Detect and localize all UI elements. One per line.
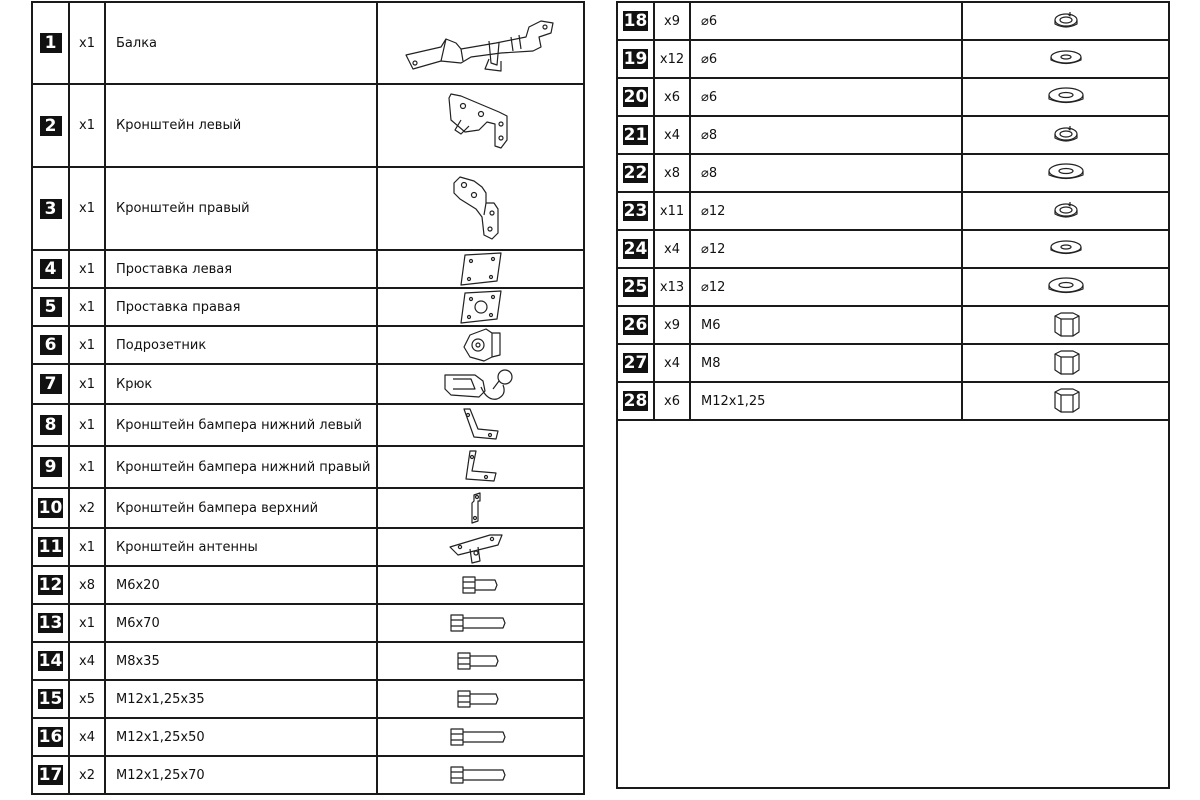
item-number-cell [32, 404, 69, 446]
table-row [32, 167, 584, 250]
item-quantity: x4 [654, 116, 690, 154]
spring-washer-icon [1041, 121, 1091, 149]
item-picture-cell [962, 230, 1169, 268]
hex-nut-icon [1041, 386, 1091, 416]
item-quantity: x6 [654, 382, 690, 420]
item-number: 24 [623, 239, 648, 259]
table-row [617, 40, 1169, 78]
empty-area [617, 420, 1169, 788]
item-name: Кронштейн бампера нижний левый [105, 404, 377, 446]
item-picture-cell [377, 167, 584, 250]
item-name: M12x1,25x50 [105, 718, 377, 756]
item-number-cell [32, 167, 69, 250]
item-quantity: x9 [654, 2, 690, 40]
bumper-bracket-lower-right-icon [456, 447, 506, 487]
item-number: 11 [38, 537, 63, 557]
bolt-medium-icon [446, 647, 516, 675]
table-row [32, 364, 584, 404]
item-number: 12 [38, 575, 63, 595]
item-name: ⌀6 [690, 40, 962, 78]
item-number-cell [32, 364, 69, 404]
item-number: 3 [40, 199, 62, 219]
table-row [617, 78, 1169, 116]
tow-hook-icon [441, 365, 521, 403]
item-number-cell [32, 2, 69, 84]
item-picture-cell [377, 488, 584, 528]
table-row [32, 528, 584, 566]
item-name: ⌀8 [690, 154, 962, 192]
empty-cell [617, 420, 1169, 788]
item-quantity: x2 [69, 488, 105, 528]
table-row [32, 566, 584, 604]
item-picture-cell [377, 718, 584, 756]
hex-nut-icon [1041, 310, 1091, 340]
item-number-cell [32, 288, 69, 326]
item-number: 15 [38, 689, 63, 709]
table-row [32, 756, 584, 794]
item-number: 27 [623, 353, 648, 373]
bumper-bracket-lower-left-icon [456, 405, 506, 445]
item-picture-cell [377, 326, 584, 364]
table-row [617, 344, 1169, 382]
item-picture-cell [377, 528, 584, 566]
item-number: 23 [623, 201, 648, 221]
item-quantity: x1 [69, 528, 105, 566]
table-row [617, 382, 1169, 420]
item-number: 6 [40, 335, 62, 355]
tow-beam-icon [401, 13, 561, 73]
item-name: M6x70 [105, 604, 377, 642]
item-name: Проставка левая [105, 250, 377, 288]
item-number-cell [617, 230, 654, 268]
item-number: 26 [623, 315, 648, 335]
item-name: Балка [105, 2, 377, 84]
item-number-cell [32, 84, 69, 167]
item-picture-cell [377, 566, 584, 604]
table-row [32, 680, 584, 718]
item-number: 17 [38, 765, 63, 785]
right-bracket-icon [446, 173, 516, 245]
item-number: 10 [38, 498, 63, 518]
item-quantity: x4 [69, 642, 105, 680]
item-quantity: x1 [69, 84, 105, 167]
item-number-cell [617, 192, 654, 230]
table-row [32, 404, 584, 446]
item-quantity: x11 [654, 192, 690, 230]
item-number-cell [32, 566, 69, 604]
table-row [32, 84, 584, 167]
item-number: 16 [38, 727, 63, 747]
item-number: 25 [623, 277, 648, 297]
item-number: 7 [40, 374, 62, 394]
item-name: ⌀12 [690, 268, 962, 306]
item-number: 13 [38, 613, 63, 633]
table-row [617, 268, 1169, 306]
item-number: 1 [40, 33, 62, 53]
item-number-cell [32, 642, 69, 680]
table-row [32, 488, 584, 528]
item-name: M6 [690, 306, 962, 344]
flat-washer-icon [1036, 45, 1096, 73]
item-quantity: x1 [69, 364, 105, 404]
item-quantity: x12 [654, 40, 690, 78]
item-quantity: x4 [69, 718, 105, 756]
flat-washer-icon [1036, 235, 1096, 263]
item-name: Кронштейн левый [105, 84, 377, 167]
parts-table-right [616, 1, 1170, 789]
item-quantity: x1 [69, 2, 105, 84]
item-number: 18 [623, 11, 648, 31]
bumper-bracket-upper-icon [456, 489, 506, 527]
item-number-cell [617, 2, 654, 40]
left-bracket-icon [441, 90, 521, 162]
item-number-cell [617, 382, 654, 420]
item-name: Подрозетник [105, 326, 377, 364]
item-name: M12x1,25 [690, 382, 962, 420]
item-picture-cell [962, 78, 1169, 116]
item-name: ⌀6 [690, 78, 962, 116]
item-number: 8 [40, 415, 62, 435]
item-name: Кронштейн антенны [105, 528, 377, 566]
item-number: 5 [40, 297, 62, 317]
item-name: Крюк [105, 364, 377, 404]
item-number-cell [32, 718, 69, 756]
item-name: M8x35 [105, 642, 377, 680]
bolt-medium-icon [446, 685, 516, 713]
table-row [32, 2, 584, 84]
item-picture-cell [377, 84, 584, 167]
table-row [32, 446, 584, 488]
item-quantity: x1 [69, 604, 105, 642]
item-picture-cell [962, 192, 1169, 230]
bolt-long-icon [441, 761, 521, 789]
hex-nut-icon [1041, 348, 1091, 378]
item-name: M6x20 [105, 566, 377, 604]
table-row [32, 326, 584, 364]
item-number: 14 [38, 651, 63, 671]
item-picture-cell [377, 250, 584, 288]
item-number: 2 [40, 116, 62, 136]
item-quantity: x1 [69, 167, 105, 250]
item-quantity: x8 [654, 154, 690, 192]
item-picture-cell [962, 40, 1169, 78]
item-name: Кронштейн бампера верхний [105, 488, 377, 528]
table-row [32, 642, 584, 680]
item-name: M12x1,25x35 [105, 680, 377, 718]
item-number: 22 [623, 163, 648, 183]
item-number: 19 [623, 49, 648, 69]
item-quantity: x1 [69, 446, 105, 488]
item-picture-cell [962, 2, 1169, 40]
item-number-cell [32, 326, 69, 364]
item-number-cell [617, 306, 654, 344]
item-number: 20 [623, 87, 648, 107]
table-row [617, 192, 1169, 230]
left-spacer-plate-icon [451, 251, 511, 287]
item-name: ⌀8 [690, 116, 962, 154]
item-name: Кронштейн правый [105, 167, 377, 250]
flat-washer-large-icon [1036, 83, 1096, 111]
item-picture-cell [377, 604, 584, 642]
item-number-cell [32, 756, 69, 794]
item-picture-cell [377, 364, 584, 404]
item-number-cell [32, 488, 69, 528]
bolt-long-icon [441, 609, 521, 637]
item-name: ⌀12 [690, 230, 962, 268]
table-row [617, 116, 1169, 154]
item-quantity: x5 [69, 680, 105, 718]
table-row [32, 718, 584, 756]
item-quantity: x6 [654, 78, 690, 116]
item-number-cell [617, 154, 654, 192]
spring-washer-icon [1041, 197, 1091, 225]
item-quantity: x8 [69, 566, 105, 604]
table-row [617, 306, 1169, 344]
item-quantity: x1 [69, 326, 105, 364]
item-number: 9 [40, 457, 62, 477]
item-picture-cell [377, 642, 584, 680]
item-picture-cell [377, 756, 584, 794]
item-number-cell [32, 446, 69, 488]
item-picture-cell [377, 288, 584, 326]
flat-washer-large-icon [1036, 159, 1096, 187]
bolt-short-icon [451, 571, 511, 599]
item-number-cell [617, 78, 654, 116]
item-picture-cell [377, 446, 584, 488]
item-name: ⌀6 [690, 2, 962, 40]
item-quantity: x1 [69, 288, 105, 326]
item-picture-cell [962, 344, 1169, 382]
table-row [32, 288, 584, 326]
item-picture-cell [962, 116, 1169, 154]
table-row [617, 2, 1169, 40]
item-picture-cell [377, 404, 584, 446]
item-picture-cell [962, 154, 1169, 192]
bolt-long-icon [441, 723, 521, 751]
socket-bracket-icon [456, 327, 506, 363]
antenna-bracket-icon [446, 529, 516, 565]
item-quantity: x2 [69, 756, 105, 794]
item-number-cell [617, 268, 654, 306]
item-quantity: x13 [654, 268, 690, 306]
item-number-cell [32, 604, 69, 642]
item-number: 4 [40, 259, 62, 279]
table-row [617, 154, 1169, 192]
item-number-cell [617, 40, 654, 78]
item-quantity: x1 [69, 250, 105, 288]
item-number-cell [617, 116, 654, 154]
item-name: M8 [690, 344, 962, 382]
item-picture-cell [962, 382, 1169, 420]
item-number-cell [617, 344, 654, 382]
item-number-cell [32, 680, 69, 718]
right-spacer-plate-icon [451, 289, 511, 325]
table-row [617, 230, 1169, 268]
table-row [32, 250, 584, 288]
item-picture-cell [962, 306, 1169, 344]
item-number-cell [32, 250, 69, 288]
item-picture-cell [377, 2, 584, 84]
parts-table-left [31, 1, 585, 795]
spring-washer-icon [1041, 7, 1091, 35]
item-quantity: x4 [654, 344, 690, 382]
table-row [32, 604, 584, 642]
item-name: ⌀12 [690, 192, 962, 230]
item-quantity: x1 [69, 404, 105, 446]
item-picture-cell [377, 680, 584, 718]
item-number: 21 [623, 125, 648, 145]
item-picture-cell [962, 268, 1169, 306]
item-quantity: x4 [654, 230, 690, 268]
item-number: 28 [623, 391, 648, 411]
item-number-cell [32, 528, 69, 566]
flat-washer-large-icon [1036, 273, 1096, 301]
item-name: M12x1,25x70 [105, 756, 377, 794]
item-name: Проставка правая [105, 288, 377, 326]
item-quantity: x9 [654, 306, 690, 344]
item-name: Кронштейн бампера нижний правый [105, 446, 377, 488]
